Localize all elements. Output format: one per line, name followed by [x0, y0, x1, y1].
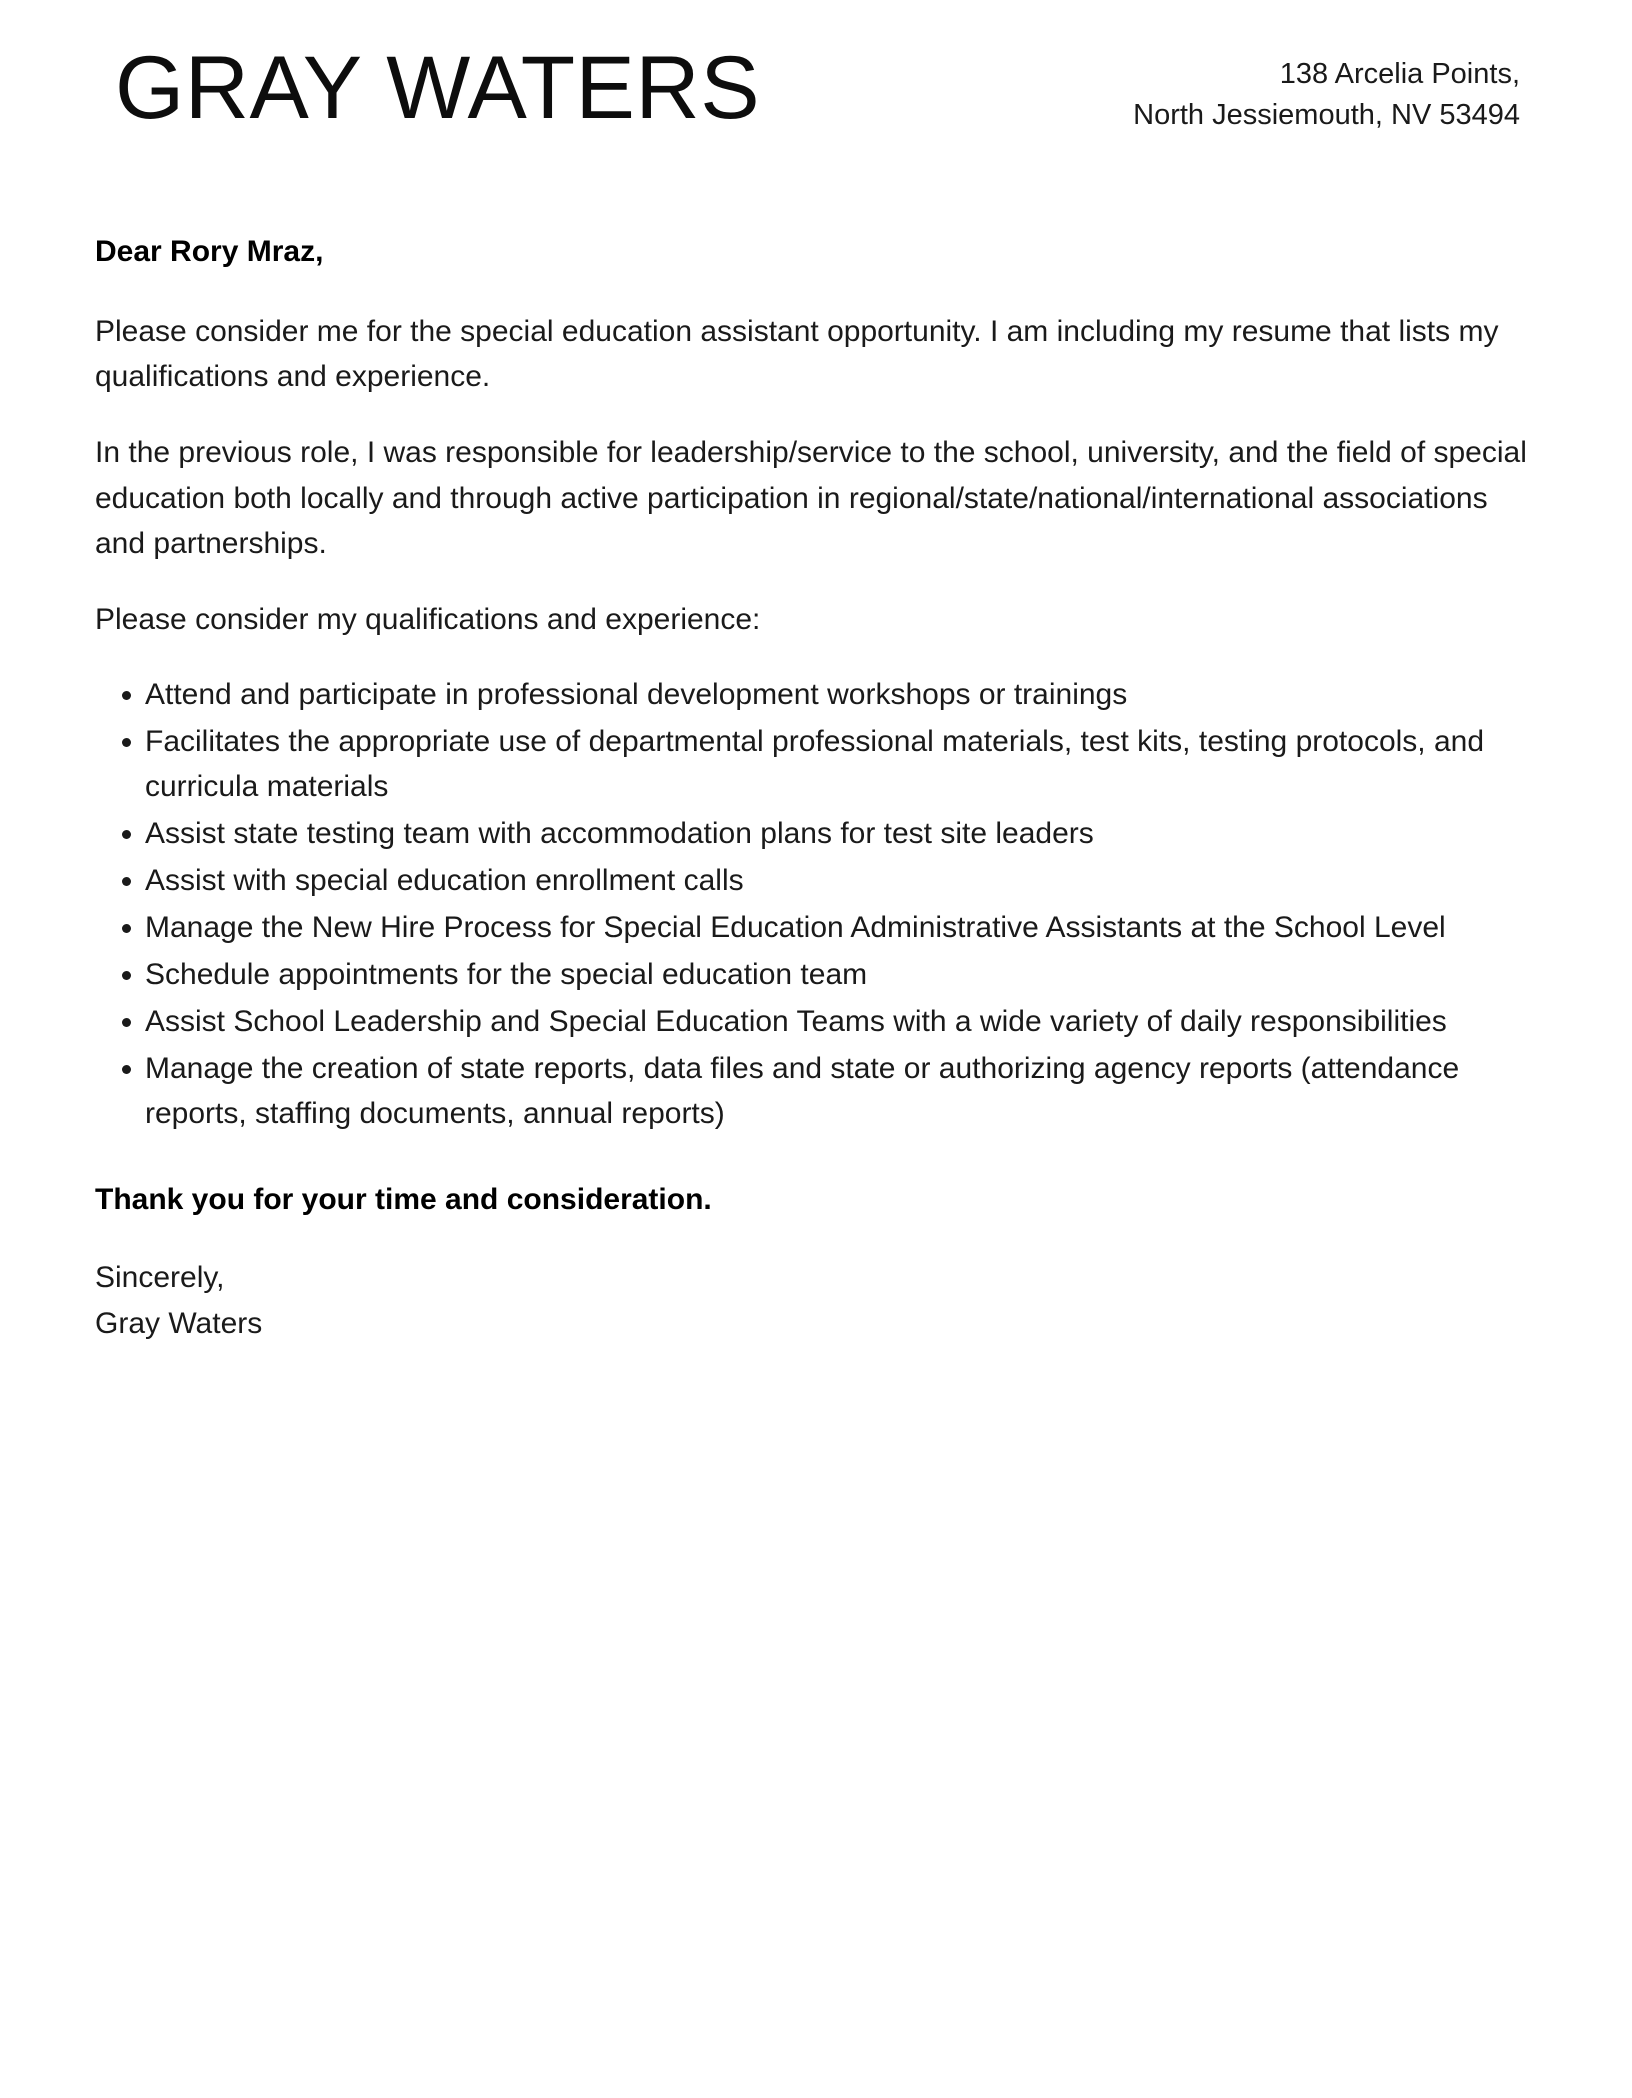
- list-item: Manage the creation of state reports, data files and state or authorizing agency reports (attendance reports, staffing documents, annual reports): [95, 1046, 1527, 1136]
- qualifications-list: [95, 672, 1527, 1136]
- list-item: Attend and participate in professional development workshops or trainings: [95, 672, 1527, 717]
- body-paragraph-1: Please consider me for the special education assistant opportunity. I am including my resume that lists my qualifications and experience.: [95, 314, 1499, 394]
- signoff-closing: Sincerely,: [95, 1260, 225, 1294]
- list-item: Assist with special education enrollment calls: [95, 858, 1527, 903]
- body-paragraph-2: In the previous role, I was responsible for leadership/service to the school, university, and the field of special education both locally and through active participation in regional/state/national/international associations and partnerships.: [95, 436, 1527, 561]
- list-item: Facilitates the appropriate use of departmental professional materials, test kits, testing protocols, and curricula materials: [95, 719, 1527, 809]
- letter-header: [0, 0, 1632, 136]
- page-title: GRAY WATERS: [115, 37, 761, 137]
- address-line-street: 138 Arcelia Points,: [1279, 58, 1520, 90]
- letter-body: [0, 232, 1632, 1346]
- list-item: Schedule appointments for the special education team: [95, 952, 1527, 997]
- list-item: Manage the New Hire Process for Special Education Administrative Assistants at the School Level: [95, 905, 1527, 950]
- signoff-name: Gray Waters: [95, 1306, 263, 1340]
- address-line-city-state-zip: North Jessiemouth, NV 53494: [1133, 99, 1520, 132]
- list-item: Assist School Leadership and Special Education Teams with a wide variety of daily responsibilities: [95, 999, 1527, 1044]
- signoff-block: [95, 1255, 1527, 1346]
- sender-address-block: [1133, 42, 1520, 136]
- closing-thanks: Thank you for your time and consideration.: [95, 1183, 712, 1217]
- list-item: Assist state testing team with accommodation plans for test site leaders: [95, 811, 1527, 856]
- salutation: Dear Rory Mraz,: [95, 235, 324, 269]
- body-paragraph-3: Please consider my qualifications and experience:: [95, 602, 761, 636]
